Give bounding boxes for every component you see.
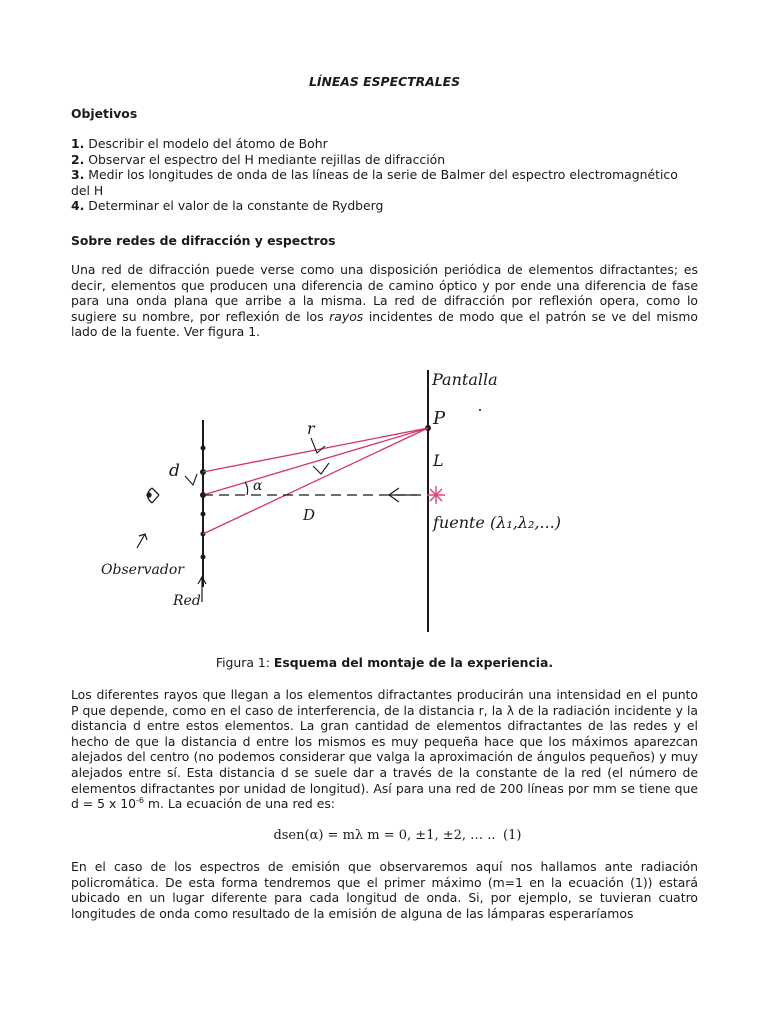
objective-item: 2. Observar el espectro del H mediante rejillas de difracción	[71, 151, 446, 167]
source-icon	[427, 486, 445, 504]
page-title: LÍNEAS ESPECTRALES	[308, 74, 461, 89]
objectives-heading: Objetivos	[71, 106, 138, 121]
grating-equation: dsen(α) = mλ m = 0, ±1, ±2, … .. (1)	[273, 828, 522, 843]
objective-item: 1. Describir el modelo del átomo de Bohr	[71, 136, 328, 151]
figure-caption: Figura 1: Esquema del montaje de la experiencia.	[215, 655, 554, 670]
label-fuente: fuente (λ₁,λ₂,...)	[433, 513, 562, 532]
alpha-arc	[245, 482, 248, 495]
label-red: Red	[173, 593, 201, 609]
paragraph-intro: Una red de difracción puede verse como una disposición periódica de elementos difractantes; es decir, elementos que producen una diferencia de camino óptico y por ende una diferencia de fase para una onda plana que arribe a la misma. La red de difracción por reflexión opera, como lo sugiere su nombre, por reflexión de los rayos incidentes de modo que el patrón se ve del mismo lado de la fuente. Ver figura 1.	[71, 262, 698, 340]
objective-item: 3. Medir los longitudes de onda de las líneas de la serie de Balmer del espectro electromagnético del H	[71, 167, 678, 198]
equation-number: (1)	[503, 828, 522, 843]
paragraph-grating: Los diferentes rayos que llegan a los elementos difractantes producirán una intensidad en el punto P que depende, como en el caso de interferencia, de la distancia r, la λ de la radiación incidente y la distancia d entre estos elementos. La gran cantidad de elementos difractantes de las redes y el hecho de que la distancia d entre los mismos es muy pequeña hace que los máximos aparezcan alejados del centro (no podemos considerar que valga la aproximación de ángulos pequeños) y muy alejados entre sí. Esta distancia d se suele dar a través de la constante de la red (el número de elementos difractantes por unidad de longitud). Así para una red de 200 líneas por mm se tiene que d = 5 x $10^{-6}$ m. La ecuación de una red es:	[71, 687, 698, 812]
label-p: P	[433, 408, 446, 429]
label-r: r	[307, 419, 315, 438]
label-big-d: D	[303, 506, 316, 524]
observer-arrow-icon	[137, 534, 147, 548]
diffraction-setup-figure	[97, 362, 617, 644]
objective-item: 4. Determinar el valor de la constante de Rydberg	[71, 198, 384, 214]
label-pantalla: Pantalla	[432, 370, 498, 389]
diffraction-rays	[203, 428, 428, 534]
objectives-list	[71, 136, 698, 214]
section-heading: Sobre redes de difracción y espectros	[71, 233, 336, 248]
paragraph-emission: En el caso de los espectros de emisión que observaremos aquí nos hallamos ante radiación policromática. De esta forma tendremos que el primer máximo (m=1 en la ecuación (1)) estará ubicado en un lugar diferente para cada longitud de onda. Si, por ejemplo, se tuvieran cuatro longitudes de onda como resultado de la emisión de alguna de las lámparas esperaríamos	[71, 859, 698, 921]
label-observador: Observador	[101, 562, 184, 578]
label-l: L	[433, 451, 444, 470]
label-d: d	[169, 461, 180, 481]
label-alpha: α	[253, 478, 263, 494]
eye-icon	[147, 488, 159, 503]
